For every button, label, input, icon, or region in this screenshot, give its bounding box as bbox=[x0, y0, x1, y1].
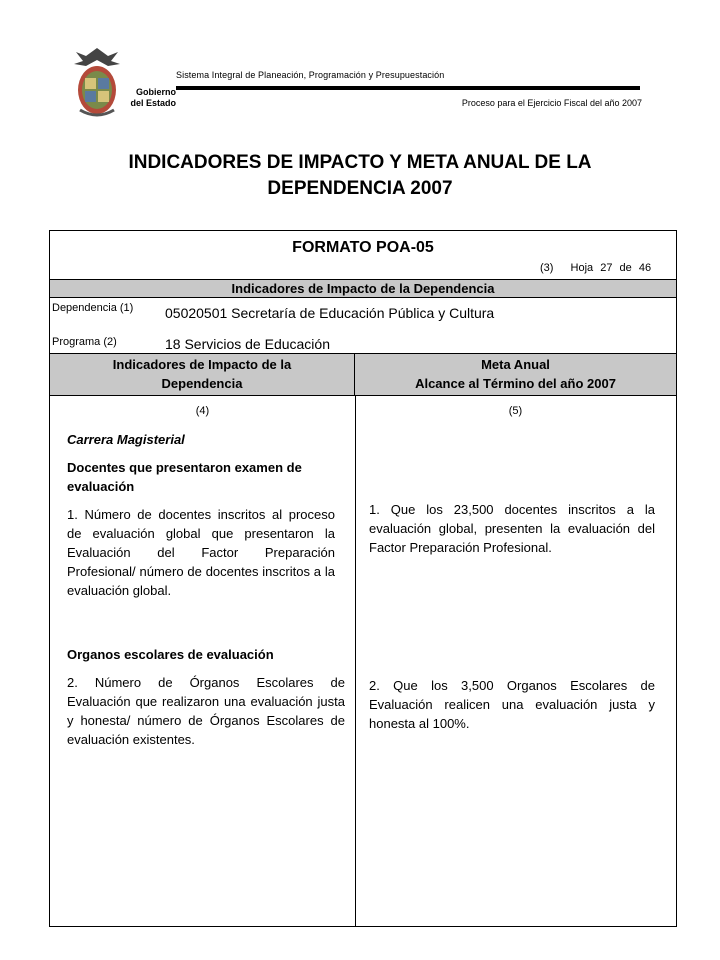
section-band: Indicadores de Impacto de la Dependencia bbox=[50, 279, 676, 298]
title-line-2: DEPENDENCIA 2007 bbox=[267, 178, 453, 199]
system-name: Sistema Integral de Planeación, Programación y Presupuestación bbox=[176, 70, 445, 80]
document-title bbox=[40, 150, 680, 202]
section2-title: Organos escolares de evaluación bbox=[67, 647, 274, 662]
indicator-2: 2. Número de Órganos Escolares de Evaluación que realizaron una evaluación justa y honesta/ número de Órganos Escolares de evaluación existentes. bbox=[67, 675, 345, 747]
dependencia-label: Dependencia (1) bbox=[52, 302, 134, 314]
column-ref-4: (4) bbox=[195, 405, 210, 417]
state-coat-of-arms-logo bbox=[72, 44, 122, 118]
column-divider bbox=[355, 396, 356, 927]
page-label: Hoja bbox=[570, 262, 594, 274]
page-of: de bbox=[619, 262, 632, 274]
meta-2: 2. Que los 3,500 Organos Escolares de Evaluación realicen una evaluación justa y honesta al 100%. bbox=[369, 678, 655, 731]
column-header-goal bbox=[355, 353, 676, 396]
column-header-indicators-line1: Indicadores de Impacto de la bbox=[112, 357, 292, 372]
form-name: FORMATO POA-05 bbox=[292, 239, 434, 256]
fiscal-process: Proceso para el Ejercicio Fiscal del año 2007 bbox=[461, 98, 642, 108]
column-header-indicators bbox=[50, 353, 355, 396]
page-total: 46 bbox=[638, 262, 652, 274]
dependencia-value: 05020501 Secretaría de Educación Pública y Cultura bbox=[165, 305, 495, 321]
column-header-indicators-line2: Dependencia bbox=[161, 376, 243, 391]
gov-line-1: Gobierno bbox=[136, 87, 176, 97]
programa-label: Programa (2) bbox=[52, 336, 117, 348]
programa-value: 18 Servicios de Educación bbox=[165, 336, 330, 352]
column-header-goal-line1: Meta Anual bbox=[481, 357, 550, 372]
column-ref-5: (5) bbox=[508, 405, 523, 417]
gov-line-2: del Estado bbox=[130, 98, 176, 108]
category-title: Carrera Magisterial bbox=[67, 432, 185, 447]
header-rule bbox=[176, 86, 640, 90]
form-ref: (3) bbox=[540, 262, 554, 274]
meta-1: 1. Que los 23,500 docentes inscritos a la evaluación global, presenten la evaluación del Factor Preparación Profesional. bbox=[369, 502, 655, 555]
page-indicator bbox=[540, 262, 651, 274]
government-label bbox=[120, 87, 176, 109]
title-line-1: INDICADORES DE IMPACTO Y META ANUAL DE LA bbox=[128, 152, 592, 173]
page-number: 27 bbox=[600, 262, 613, 274]
column-header-goal-line2: Alcance al Término del año 2007 bbox=[415, 376, 616, 391]
indicator-1: 1. Número de docentes inscritos al proceso de evaluación global que presentaron la Evaluación del Factor Preparación Profesional/ número de docentes inscritos a la evaluación global. bbox=[67, 507, 335, 598]
section1-title: Docentes que presentaron examen de evaluación bbox=[67, 460, 302, 494]
